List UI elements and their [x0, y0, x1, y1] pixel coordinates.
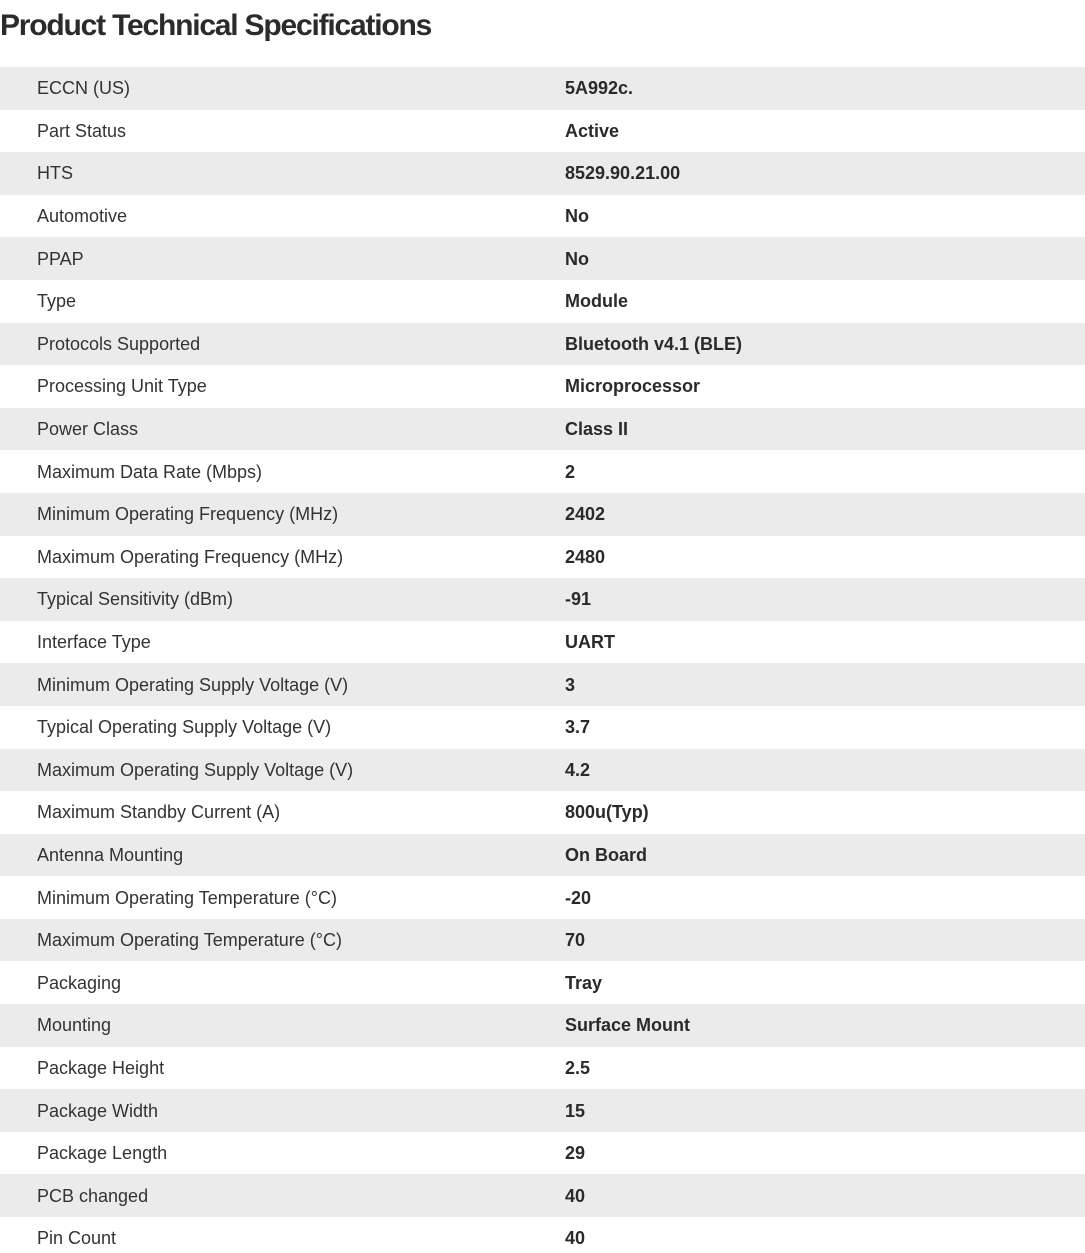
spec-value: Class II [565, 419, 629, 440]
spec-value: UART [565, 632, 615, 653]
spec-label: Part Status [37, 120, 127, 141]
spec-label: Maximum Operating Frequency (MHz) [37, 546, 344, 567]
spec-row [0, 961, 1085, 1004]
spec-label: Maximum Operating Supply Voltage (V) [37, 759, 354, 780]
spec-label: Maximum Data Rate (Mbps) [37, 461, 263, 482]
spec-row [0, 237, 1085, 280]
spec-value: 3 [565, 674, 576, 695]
spec-label: Minimum Operating Temperature (°C) [37, 887, 337, 908]
spec-value: Microprocessor [565, 376, 701, 397]
spec-value: No [565, 248, 589, 269]
spec-row [0, 663, 1085, 706]
spec-value: Active [565, 120, 620, 141]
spec-value: -91 [565, 589, 592, 610]
spec-label: Minimum Operating Supply Voltage (V) [37, 674, 349, 695]
spec-value: -20 [565, 887, 592, 908]
spec-label: Package Height [37, 1057, 165, 1078]
spec-value: 40 [565, 1228, 586, 1249]
spec-label: Protocols Supported [37, 333, 201, 354]
spec-label: Power Class [37, 419, 139, 440]
spec-label: Package Length [37, 1143, 168, 1164]
spec-row [0, 791, 1085, 834]
spec-row [0, 834, 1085, 877]
spec-label: Package Width [37, 1100, 159, 1121]
spec-row [0, 323, 1085, 366]
spec-label: Typical Sensitivity (dBm) [37, 589, 234, 610]
spec-value: 4.2 [565, 759, 591, 780]
spec-row [0, 110, 1085, 153]
spec-row [0, 1217, 1085, 1253]
spec-value: 5A992c. [565, 78, 634, 99]
spec-label: Packaging [37, 972, 122, 993]
spec-table-body [0, 67, 1085, 1253]
spec-value: Module [565, 291, 628, 312]
spec-value: No [565, 206, 589, 227]
spec-row [0, 876, 1085, 919]
spec-row [0, 621, 1085, 664]
spec-table [0, 67, 1085, 1253]
spec-value: 2480 [565, 546, 606, 567]
spec-value: 3.7 [565, 717, 591, 738]
spec-value: Surface Mount [565, 1015, 691, 1036]
spec-row [0, 67, 1085, 110]
spec-value: 2.5 [565, 1057, 591, 1078]
spec-row [0, 1047, 1085, 1090]
spec-value: 40 [565, 1185, 586, 1206]
spec-label: Interface Type [37, 632, 151, 653]
spec-row [0, 706, 1085, 749]
spec-row [0, 365, 1085, 408]
spec-row [0, 1174, 1085, 1217]
spec-label: Pin Count [37, 1228, 117, 1249]
spec-row [0, 578, 1085, 621]
spec-row [0, 450, 1085, 493]
page-title: Product Technical Specifications [0, 9, 432, 42]
spec-row [0, 536, 1085, 579]
spec-value: 8529.90.21.00 [565, 163, 681, 184]
spec-value: On Board [565, 844, 648, 865]
spec-label: Automotive [37, 206, 128, 227]
spec-value: 2 [565, 461, 576, 482]
spec-value: 70 [565, 930, 586, 951]
spec-label: Typical Operating Supply Voltage (V) [37, 717, 332, 738]
spec-value: 800u(Typ) [565, 802, 649, 823]
spec-row [0, 152, 1085, 195]
spec-label: PPAP [37, 248, 84, 269]
spec-value: 29 [565, 1143, 586, 1164]
spec-label: Processing Unit Type [37, 376, 207, 397]
spec-row [0, 493, 1085, 536]
spec-value: 15 [565, 1100, 586, 1121]
spec-row [0, 1132, 1085, 1175]
spec-row [0, 919, 1085, 962]
spec-value: 2402 [565, 504, 606, 525]
spec-label: PCB changed [37, 1185, 149, 1206]
spec-value: Tray [565, 972, 603, 993]
spec-label: Type [37, 291, 77, 312]
spec-label: HTS [37, 163, 73, 184]
spec-label: Antenna Mounting [37, 844, 184, 865]
spec-row [0, 1089, 1085, 1132]
spec-row [0, 280, 1085, 323]
spec-value: Bluetooth v4.1 (BLE) [565, 333, 743, 354]
spec-label: Mounting [37, 1015, 112, 1036]
spec-label: Maximum Standby Current (A) [37, 802, 281, 823]
spec-row [0, 408, 1085, 451]
spec-row [0, 1004, 1085, 1047]
spec-row [0, 749, 1085, 792]
spec-label: ECCN (US) [37, 78, 130, 99]
spec-label: Minimum Operating Frequency (MHz) [37, 504, 339, 525]
spec-label: Maximum Operating Temperature (°C) [37, 930, 342, 951]
spec-row [0, 195, 1085, 238]
